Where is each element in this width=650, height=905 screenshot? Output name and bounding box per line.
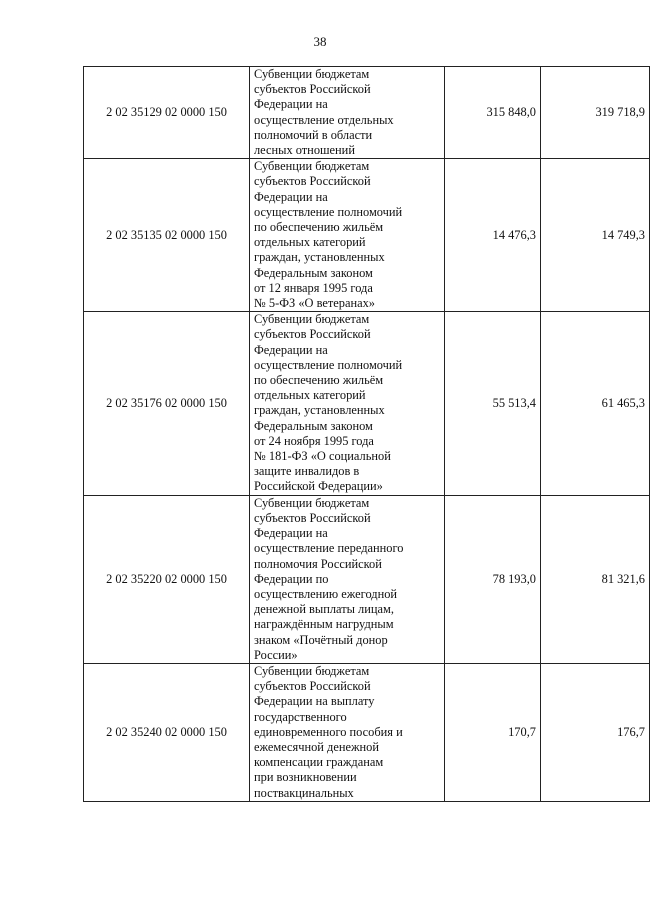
budget-description: [250, 67, 445, 159]
description-line: ежемесячной денежной: [254, 739, 379, 754]
amount-year-2: 319 718,9: [541, 67, 650, 159]
budget-table: [83, 66, 650, 802]
budget-code: 2 02 35240 02 0000 150: [84, 663, 250, 801]
budget-code: 2 02 35135 02 0000 150: [84, 159, 250, 312]
description-line: знаком «Почётный донор: [254, 632, 388, 647]
budget-code: 2 02 35220 02 0000 150: [84, 495, 250, 663]
amount-year-2: 14 749,3: [541, 159, 650, 312]
description-line: № 181-ФЗ «О социальной: [254, 449, 391, 464]
description-line: № 5-ФЗ «О ветеранах»: [254, 296, 375, 311]
budget-description: [250, 159, 445, 312]
description-line: Федеральным законом: [254, 418, 373, 433]
description-line: Субвенции бюджетам: [254, 495, 370, 510]
description-line: по обеспечению жильём: [254, 220, 384, 235]
description-line: Федерации на: [254, 526, 328, 541]
amount-year-2: 176,7: [541, 663, 650, 801]
amount-year-2: 61 465,3: [541, 312, 650, 495]
table-row: [84, 663, 650, 801]
description-line: Федерации на: [254, 189, 328, 204]
amount-year-1: 170,7: [445, 663, 541, 801]
budget-description: [250, 663, 445, 801]
description-line: осуществление полномочий: [254, 357, 403, 372]
description-line: Субвенции бюджетам: [254, 663, 370, 678]
amount-year-2: 81 321,6: [541, 495, 650, 663]
amount-year-1: 78 193,0: [445, 495, 541, 663]
description-line: Субвенции бюджетам: [254, 67, 370, 81]
description-line: единовременного пособия и: [254, 724, 403, 739]
budget-code: 2 02 35176 02 0000 150: [84, 312, 250, 495]
description-line: России»: [254, 647, 298, 662]
amount-year-1: 14 476,3: [445, 159, 541, 312]
description-line: граждан, установленных: [254, 403, 385, 418]
description-line: защите инвалидов в: [254, 464, 360, 479]
description-line: лесных отношений: [254, 143, 355, 158]
budget-table-body: [84, 67, 650, 802]
description-line: Федерации по: [254, 571, 329, 586]
description-line: полномочия Российской: [254, 556, 382, 571]
description-line: Федерации на: [254, 342, 328, 357]
table-row: [84, 67, 650, 159]
description-line: от 12 января 1995 года: [254, 280, 373, 295]
description-line: отдельных категорий: [254, 235, 366, 250]
description-line: осуществление полномочий: [254, 204, 403, 219]
description-line: субъектов Российской: [254, 510, 371, 525]
budget-description: [250, 495, 445, 663]
description-line: Российской Федерации»: [254, 479, 383, 494]
description-line: осуществлению ежегодной: [254, 586, 398, 601]
description-line: при возникновении: [254, 770, 357, 785]
description-line: Субвенции бюджетам: [254, 159, 370, 174]
description-line: государственного: [254, 709, 347, 724]
description-line: поствакцинальных: [254, 785, 354, 800]
description-line: осуществление отдельных: [254, 112, 394, 127]
description-line: отдельных категорий: [254, 388, 366, 403]
description-line: субъектов Российской: [254, 82, 371, 97]
table-row: [84, 495, 650, 663]
amount-year-1: 55 513,4: [445, 312, 541, 495]
description-line: полномочий в области: [254, 127, 373, 142]
description-line: денежной выплаты лицам,: [254, 602, 394, 617]
budget-description: [250, 312, 445, 495]
description-line: награждённым нагрудным: [254, 617, 394, 632]
description-line: Федерации на: [254, 97, 328, 112]
description-line: Субвенции бюджетам: [254, 312, 370, 327]
amount-year-1: 315 848,0: [445, 67, 541, 159]
table-row: [84, 159, 650, 312]
description-line: субъектов Российской: [254, 327, 371, 342]
description-line: от 24 ноября 1995 года: [254, 433, 374, 448]
description-line: граждан, установленных: [254, 250, 385, 265]
description-line: субъектов Российской: [254, 174, 371, 189]
budget-code: 2 02 35129 02 0000 150: [84, 67, 250, 159]
table-row: [84, 312, 650, 495]
page-number: 38: [313, 34, 327, 49]
description-line: компенсации гражданам: [254, 755, 384, 770]
description-line: Федерации на выплату: [254, 694, 375, 709]
description-line: субъектов Российской: [254, 679, 371, 694]
description-line: Федеральным законом: [254, 265, 373, 280]
description-line: осуществление переданного: [254, 541, 404, 556]
description-line: по обеспечению жильём: [254, 373, 384, 388]
